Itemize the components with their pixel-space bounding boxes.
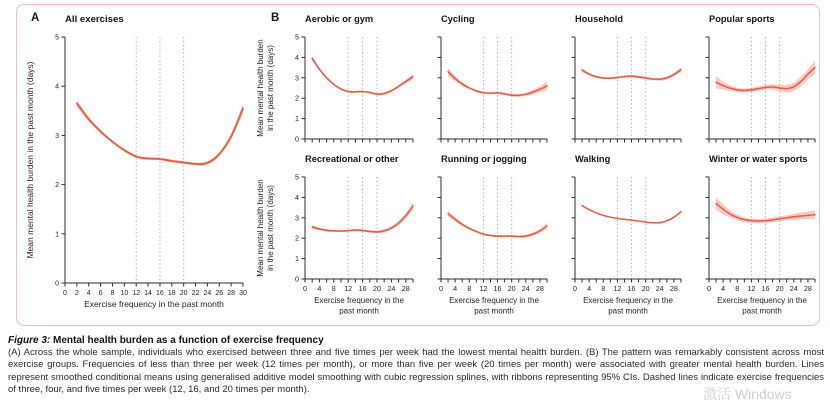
svg-text:28: 28: [803, 284, 812, 293]
cell-aerobic-or-gym: [255, 11, 421, 151]
svg-text:12: 12: [132, 290, 141, 297]
cycling-header: [421, 11, 555, 29]
svg-text:26: 26: [215, 290, 224, 297]
svg-text:14: 14: [144, 290, 152, 297]
popular-sports-header: [689, 11, 823, 29]
svg-text:24: 24: [789, 284, 798, 293]
cell-cycling: [421, 11, 555, 151]
svg-text:8: 8: [601, 284, 606, 293]
svg-text:past month: past month: [608, 306, 648, 316]
svg-text:Mean mental health burden in t: Mean mental health burden in the past month (days): [25, 61, 35, 259]
winter-title: Winter or water sports: [709, 154, 808, 164]
svg-text:8: 8: [735, 284, 740, 293]
chart-aerobic-or-gym: [255, 29, 421, 151]
svg-text:28: 28: [401, 284, 410, 293]
svg-text:12: 12: [479, 284, 488, 293]
recreational-title: Recreational or other: [305, 154, 399, 164]
chart-cycling: [421, 29, 555, 151]
svg-text:12: 12: [747, 284, 756, 293]
svg-text:5: 5: [295, 172, 299, 182]
winter-header: [689, 151, 823, 169]
figure-box: [16, 4, 820, 326]
svg-text:1: 1: [295, 254, 299, 264]
svg-text:4: 4: [587, 284, 592, 293]
svg-text:28: 28: [535, 284, 544, 293]
cell-household: [555, 11, 689, 151]
svg-text:3: 3: [55, 132, 59, 140]
household-title: Household: [575, 14, 624, 24]
caption-title: [8, 335, 824, 346]
panel-a-title: All exercises: [65, 14, 124, 25]
panel-a: [25, 11, 253, 325]
svg-text:1: 1: [295, 114, 299, 124]
svg-text:0: 0: [295, 274, 299, 284]
svg-text:24: 24: [655, 284, 664, 293]
svg-text:12: 12: [613, 284, 622, 293]
svg-text:5: 5: [295, 32, 299, 42]
svg-text:22: 22: [191, 290, 200, 297]
cell-running-or-jogging: [421, 151, 555, 319]
svg-text:past month: past month: [474, 306, 514, 316]
recreational-header: [255, 151, 421, 169]
svg-text:0: 0: [439, 284, 443, 293]
svg-text:24: 24: [387, 284, 396, 293]
panel-a-header: [25, 11, 253, 29]
svg-text:12: 12: [344, 284, 353, 293]
svg-text:8: 8: [467, 284, 472, 293]
caption-body: (A) Across the whole sample, individuals who exercised between three and five times per week had the lowest mental health burden. (B) The pattern was remarkably consistent across most exercise groups. Frequencies of less than three per week (12 times per month), or more than five per week (20 times per month) were associated with greater mental health burden. Lines represent smoothed conditional means using generalised additive model smoothing with cubic regression splines, with ribbons representing 95% CIs. Dashed lines indicate exercise frequencies of three, four, and five times per week (12, 16, and 20 times per month).: [8, 347, 824, 396]
svg-text:0: 0: [55, 280, 59, 288]
svg-text:8: 8: [331, 284, 336, 293]
svg-text:0: 0: [63, 290, 67, 297]
svg-text:0: 0: [295, 134, 299, 144]
chart-winter-or-water-sports: [689, 169, 823, 319]
svg-text:28: 28: [227, 290, 236, 297]
svg-text:3: 3: [295, 213, 299, 223]
svg-text:4: 4: [453, 284, 458, 293]
svg-text:1: 1: [55, 231, 59, 239]
svg-text:in the past month (days): in the past month (days): [266, 185, 275, 271]
cell-recreational-or-other: [255, 151, 421, 319]
svg-text:20: 20: [775, 284, 784, 293]
svg-text:20: 20: [641, 284, 650, 293]
chart-all-exercises: [25, 29, 253, 325]
chart-recreational-or-other: [255, 169, 421, 319]
svg-text:4: 4: [295, 192, 299, 202]
svg-text:2: 2: [74, 290, 79, 297]
svg-text:24: 24: [521, 284, 530, 293]
running-header: [421, 151, 555, 169]
running-title: Running or jogging: [441, 154, 527, 164]
svg-text:Mean mental health burden: Mean mental health burden: [256, 179, 265, 277]
aerobic-title: Aerobic or gym: [305, 14, 374, 24]
svg-text:3: 3: [295, 73, 299, 83]
svg-text:16: 16: [627, 284, 636, 293]
panel-b-letter: B: [271, 12, 280, 24]
svg-text:2: 2: [295, 233, 299, 243]
cell-winter-or-water-sports: [689, 151, 823, 319]
svg-text:4: 4: [55, 83, 59, 91]
svg-text:past month: past month: [339, 306, 379, 316]
chart-household: [555, 29, 689, 151]
svg-text:18: 18: [167, 290, 176, 297]
svg-text:5: 5: [55, 34, 59, 42]
svg-text:0: 0: [573, 284, 577, 293]
svg-text:Exercise frequency in the past: Exercise frequency in the past month: [84, 299, 224, 309]
svg-text:16: 16: [493, 284, 502, 293]
svg-text:20: 20: [179, 290, 188, 297]
svg-text:0: 0: [707, 284, 711, 293]
svg-text:2: 2: [55, 182, 59, 190]
caption-title-text: Mental health burden as a function of exercise frequency: [53, 335, 324, 346]
svg-text:Exercise frequency in the: Exercise frequency in the: [314, 296, 404, 305]
walking-title: Walking: [575, 154, 611, 164]
svg-text:4: 4: [295, 52, 299, 62]
svg-text:Exercise frequency in the: Exercise frequency in the: [449, 296, 539, 305]
figure-caption: [8, 335, 824, 396]
popular-sports-title: Popular sports: [709, 14, 775, 24]
chart-popular-sports: [689, 29, 823, 151]
chart-walking: [555, 169, 689, 319]
household-header: [555, 11, 689, 29]
walking-header: [555, 151, 689, 169]
svg-text:Exercise frequency in the: Exercise frequency in the: [717, 296, 807, 305]
svg-text:30: 30: [239, 290, 247, 297]
activate-windows-watermark: 激活 Windows: [703, 386, 792, 402]
svg-text:16: 16: [358, 284, 367, 293]
aerobic-header: [255, 11, 421, 29]
svg-text:8: 8: [110, 290, 115, 297]
cycling-title: Cycling: [441, 14, 475, 24]
svg-text:4: 4: [721, 284, 726, 293]
svg-text:28: 28: [669, 284, 678, 293]
svg-text:4: 4: [317, 284, 322, 293]
svg-text:6: 6: [98, 290, 103, 297]
panel-b: [255, 11, 819, 319]
svg-text:16: 16: [156, 290, 164, 297]
svg-text:4: 4: [86, 290, 91, 297]
panel-a-letter: A: [31, 12, 40, 24]
svg-text:24: 24: [203, 290, 212, 297]
svg-text:20: 20: [507, 284, 516, 293]
panel-b-grid: [255, 11, 819, 319]
svg-text:Mean mental health burden: Mean mental health burden: [256, 39, 265, 137]
svg-text:20: 20: [373, 284, 381, 293]
svg-text:16: 16: [761, 284, 770, 293]
svg-text:Exercise frequency in the: Exercise frequency in the: [583, 296, 673, 305]
caption-figure-label: Figure 3:: [8, 335, 51, 346]
svg-text:past month: past month: [742, 306, 782, 316]
chart-running-or-jogging: [421, 169, 555, 319]
svg-text:0: 0: [303, 284, 307, 293]
svg-text:2: 2: [295, 93, 299, 103]
svg-text:in the past month (days): in the past month (days): [266, 45, 275, 131]
svg-text:10: 10: [120, 290, 129, 297]
cell-popular-sports: [689, 11, 823, 151]
cell-walking: [555, 151, 689, 319]
